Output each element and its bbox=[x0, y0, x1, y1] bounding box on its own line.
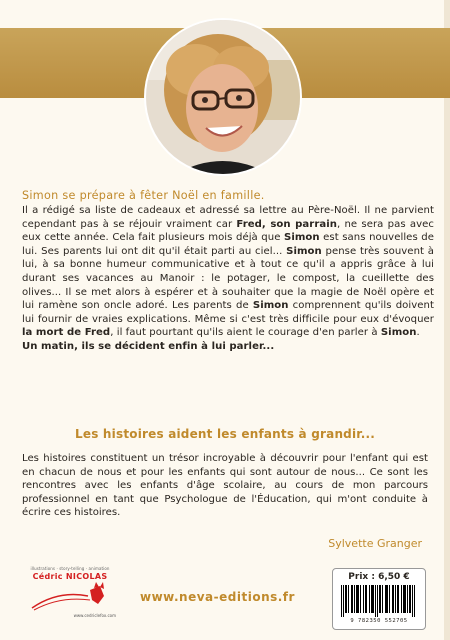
emphasis-fred: Fred, son parrain bbox=[236, 218, 337, 230]
illustrator-logo bbox=[24, 566, 116, 624]
synopsis-text: Il a rédigé sa liste de cadeaux et adressé sa lettre au Père-Noël. Il ne parvient cependant pas à se réjouir vraiment car bbox=[22, 205, 434, 230]
logo-url: www.cedriclefox.com bbox=[73, 613, 116, 618]
barcode-icon bbox=[341, 585, 417, 617]
synopsis-text: est sans nouvelles de lui. Ses parents lui ont dit qu'il était parti au ciel... bbox=[22, 232, 434, 257]
lead-line: Simon se prépare à fêter Noël en famille. bbox=[22, 189, 265, 202]
author-portrait bbox=[146, 20, 300, 174]
author-signature: Sylvette Granger bbox=[328, 537, 422, 550]
emphasis-simon: Simon bbox=[286, 245, 322, 257]
synopsis-text: . bbox=[416, 327, 420, 339]
isbn-number: 9 782350 552705 bbox=[350, 618, 408, 624]
synopsis-text: pense très souvent à lui, à sa bonne humeur communicative et à tout ce qu'il a appris grâce à lui durant ses vacances au Manoir : le potager, le compost, la cueillette des olives... Il se met alors à espérer et à souhaiter que la magie de Noël opère et lui ramène son oncle adoré. Les parents de bbox=[22, 245, 435, 312]
publisher-website[interactable]: www.neva-editions.fr bbox=[140, 590, 295, 604]
author-note: Les histoires constituent un trésor incroyable à découvrir pour l'enfant qui est en chacun de nous et pour les enfants qui sont autour de nous... Ce sont les rencontres avec les enfants d'âge scolaire, au cours de mon parcours professionnel en tant que Psychologue de l'Éducation, qui m'ont conduite à écrire ces histoires. bbox=[22, 453, 428, 519]
emphasis-simon: Simon bbox=[252, 300, 289, 312]
tagline: Les histoires aident les enfants à grandir... bbox=[75, 427, 375, 441]
synopsis-text: , ne sera pas avec eux cette année. Cela fait plusieurs mois déjà que bbox=[22, 218, 434, 244]
synopsis-text: comprennent qu'ils doivent lui fournir de vraies explications. Même si c'est très difficile pour eux d'évoquer bbox=[22, 300, 434, 325]
fox-icon bbox=[28, 582, 112, 612]
emphasis-mort: la mort de Fred bbox=[22, 327, 111, 339]
synopsis bbox=[22, 204, 434, 354]
logo-tagline: illustrations · story-telling · animation bbox=[30, 566, 110, 571]
synopsis-closing: Un matin, ils se décident enfin à lui parler... bbox=[22, 340, 275, 352]
synopsis-text: , il faut pourtant qu'ils aient le courage d'en parler à bbox=[110, 327, 381, 339]
emphasis-simon: Simon bbox=[284, 232, 320, 244]
logo-brand: Cédric NICOLAS bbox=[32, 572, 108, 581]
price-label: Prix : 6,50 € bbox=[348, 572, 410, 582]
price-barcode-box bbox=[332, 568, 426, 630]
emphasis-simon: Simon bbox=[380, 327, 417, 339]
